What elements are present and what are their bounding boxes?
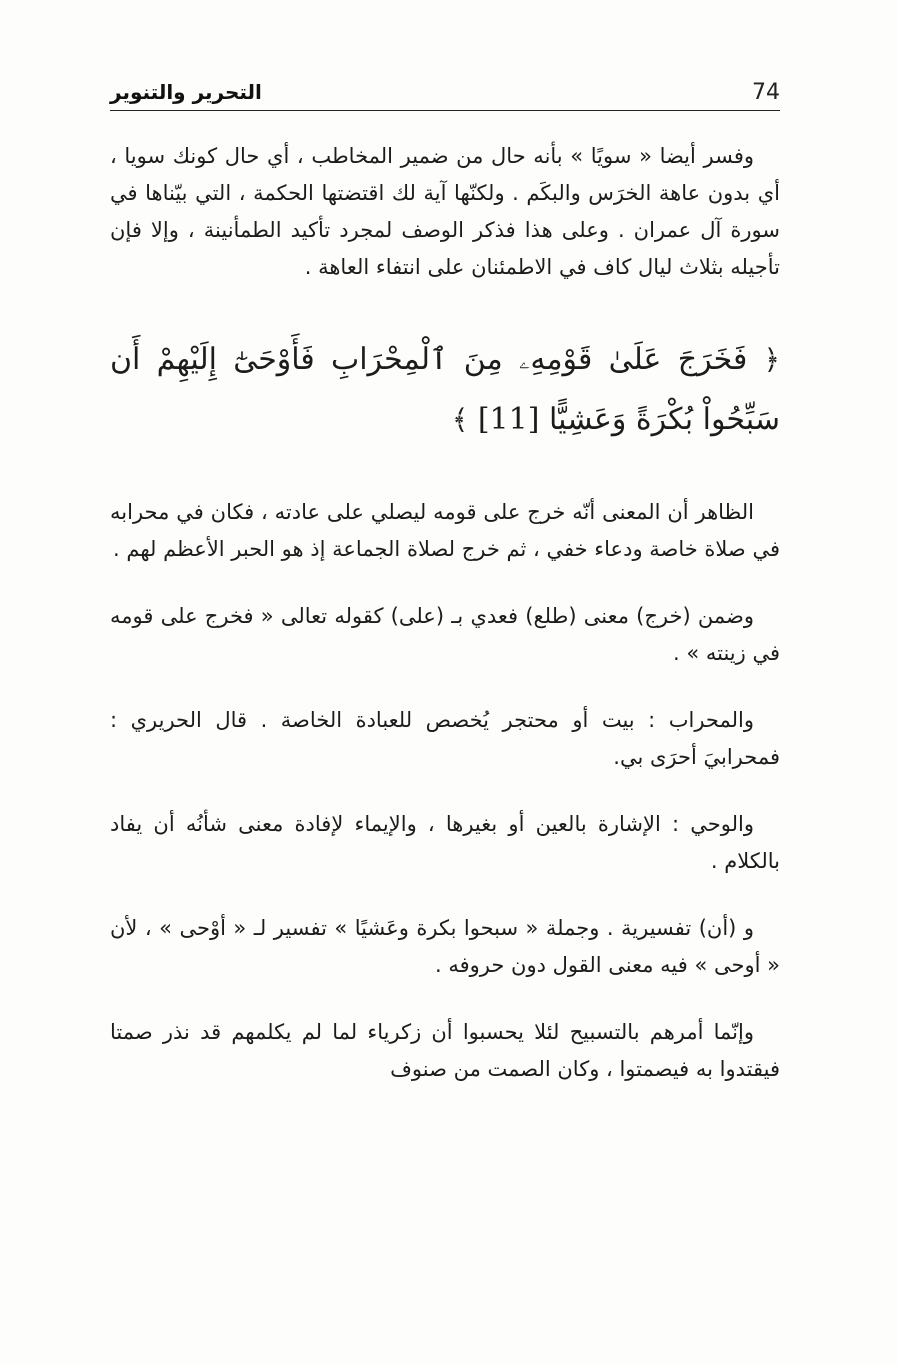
page-body bbox=[110, 138, 780, 1118]
quran-verse bbox=[110, 330, 780, 450]
header-rule bbox=[110, 110, 780, 111]
paragraph: والمحراب : بيت أو محتجر يُخصص للعبادة الخاصة . قال الحريري : فمحرابيَ أحرَى بي. bbox=[110, 708, 780, 769]
verse-text: فَخَرَجَ عَلَىٰ قَوْمِهِۦ مِنَ ٱلْمِحْرَابِ فَأَوْحَىٰٓ إِلَيْهِمْ أَن سَبِّحُواْ بُكْرَةً وَعَشِيًّا bbox=[110, 342, 780, 437]
page-header bbox=[110, 80, 780, 110]
paragraph: و (أن) تفسيرية . وجملة « سبحوا بكرة وعَشيًا » تفسير لـ « أوْحى » ، لأن « أوحى » فيه معنى القول دون حروفه . bbox=[110, 916, 780, 977]
verse-open-bracket: ﴿ bbox=[763, 343, 780, 376]
verse-close-bracket: ﴾ bbox=[451, 403, 469, 436]
paragraph: وضمن (خرج) معنى (طلع) فعدي بـ (على) كقوله تعالى « فخرج على قومه في زينته » . bbox=[110, 604, 780, 665]
page-number: 74 bbox=[752, 80, 780, 105]
verse-number: [11] bbox=[477, 402, 540, 437]
paragraph: والوحي : الإشارة بالعين أو بغيرها ، والإيماء لإفادة معنى شأنُه أن يفاد بالكلام . bbox=[110, 812, 780, 873]
running-title: التحرير والتنوير bbox=[110, 80, 262, 104]
paragraph: وإنّما أمرهم بالتسبيح لئلا يحسبوا أن زكرياء لما لم يكلمهم قد نذر صمتا فيقتدوا به فيصمتوا ، وكان الصمت من صنوف bbox=[110, 1020, 780, 1081]
paragraph: وفسر أيضا « سويًا » بأنه حال من ضمير المخاطب ، أي حال كونك سويا ، أي بدون عاهة الخرَس والبكَم . ولكنّها آية لك اقتضتها الحكمة ، التي بيّناها في سورة آل عمران . وعلى هذا فذكر الوصف لمجرد تأكيد الطمأنينة ، وإلا فإن تأجيله بثلاث ليال كاف في الاطمئنان على انتفاء العاهة . bbox=[110, 144, 780, 279]
paragraph: الظاهر أن المعنى أنّه خرج على قومه ليصلي على عادته ، فكان في محرابه في صلاة خاصة ودعاء خفي ، ثم خرج لصلاة الجماعة إذ هو الحبر الأعظم لهم . bbox=[110, 500, 780, 561]
